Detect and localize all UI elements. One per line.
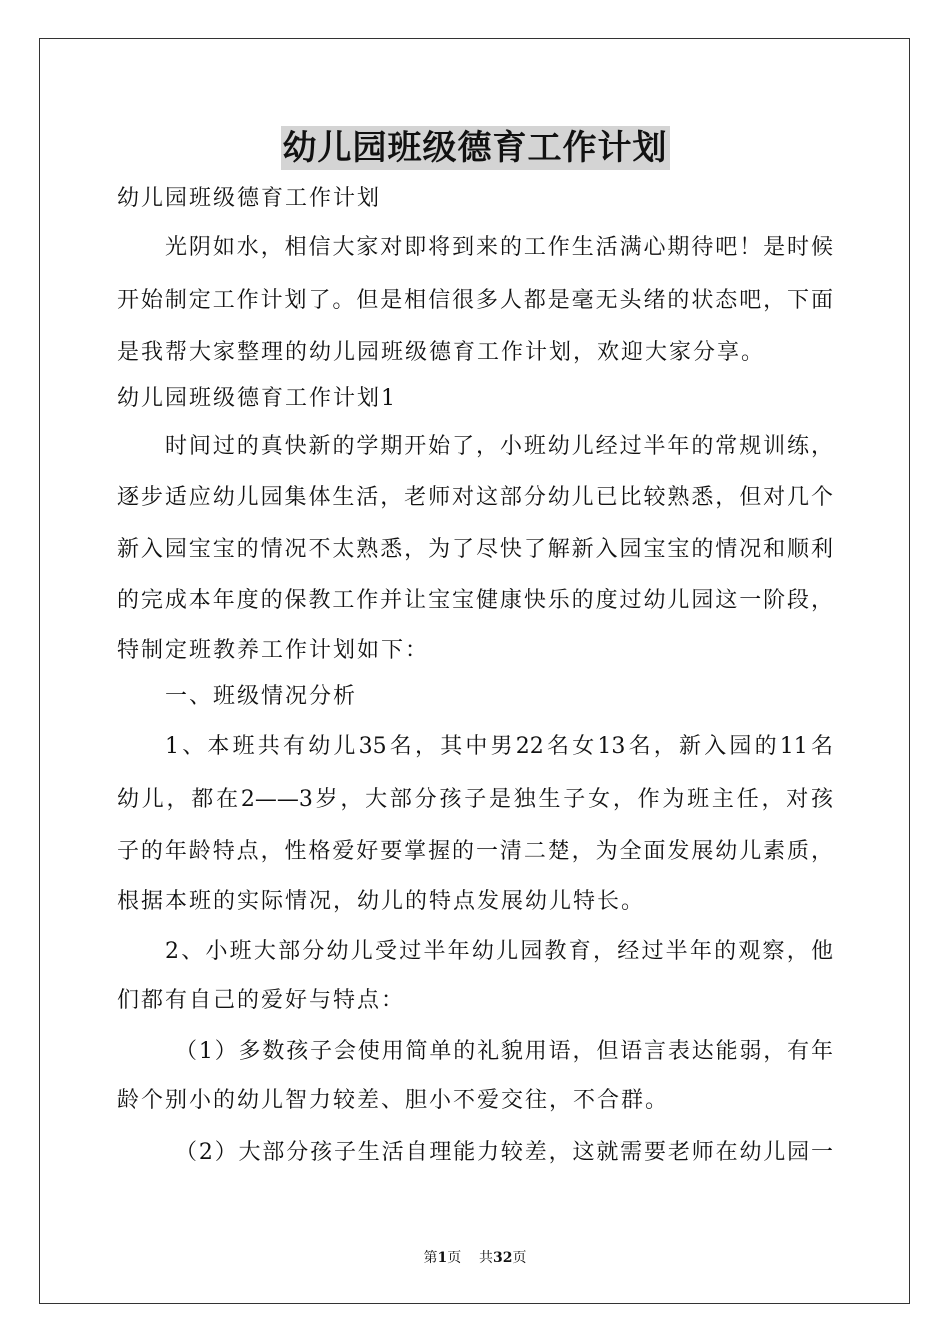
- body-line: 逐步适应幼儿园集体生活，老师对这部分幼儿已比较熟悉，但对几个: [117, 485, 833, 510]
- body-line: 时间过的真快新的学期开始了，小班幼儿经过半年的常规训练，: [165, 434, 833, 459]
- body-line: 们都有自己的爱好与特点：: [117, 988, 406, 1013]
- body-line: 根据本班的实际情况，幼儿的特点发展幼儿特长。: [117, 889, 646, 914]
- total-suffix: 页: [512, 1250, 527, 1266]
- body-line: 2、小班大部分幼儿受过半年幼儿园教育，经过半年的观察，他: [165, 939, 833, 964]
- body-line: 光阴如水，相信大家对即将到来的工作生活满心期待吧！是时候: [165, 235, 833, 260]
- title-container: [0, 126, 950, 170]
- total-page-count: 32: [493, 1250, 513, 1266]
- page-suffix: 页: [447, 1250, 462, 1266]
- body-line: （1）多数孩子会使用简单的礼貌用语，但语言表达能弱，有年: [175, 1039, 833, 1064]
- page-prefix: 第: [423, 1250, 438, 1266]
- page-footer: [0, 1248, 950, 1268]
- body-line: 的完成本年度的保教工作并让宝宝健康快乐的度过幼儿园这一阶段，: [117, 588, 833, 613]
- body-line: 幼儿，都在2——3岁，大部分孩子是独生子女，作为班主任，对孩: [117, 787, 833, 812]
- body-line: 是我帮大家整理的幼儿园班级德育工作计划，欢迎大家分享。: [117, 340, 766, 365]
- body-line: 龄个别小的幼儿智力较差、胆小不爱交往，不合群。: [117, 1088, 670, 1113]
- document-title: 幼儿园班级德育工作计划: [282, 128, 668, 168]
- body-line: 1、本班共有幼儿35名，其中男22名女13名，新入园的11名: [165, 734, 833, 759]
- total-prefix: 共: [479, 1250, 494, 1266]
- section-heading: 一、班级情况分析: [165, 684, 358, 709]
- body-line: 子的年龄特点，性格爱好要掌握的一清二楚，为全面发展幼儿素质，: [117, 839, 833, 864]
- body-line: （2）大部分孩子生活自理能力较差，这就需要老师在幼儿园一: [175, 1140, 833, 1165]
- body-line: 新入园宝宝的情况不太熟悉，为了尽快了解新入园宝宝的情况和顺利: [117, 537, 833, 562]
- body-line: 幼儿园班级德育工作计划: [117, 186, 382, 211]
- body-line: 特制定班教养工作计划如下：: [117, 638, 430, 663]
- body-line: 开始制定工作计划了。但是相信很多人都是毫无头绪的状态吧，下面: [117, 288, 833, 313]
- body-line: 幼儿园班级德育工作计划1: [117, 386, 397, 411]
- current-page-number: 1: [437, 1250, 448, 1266]
